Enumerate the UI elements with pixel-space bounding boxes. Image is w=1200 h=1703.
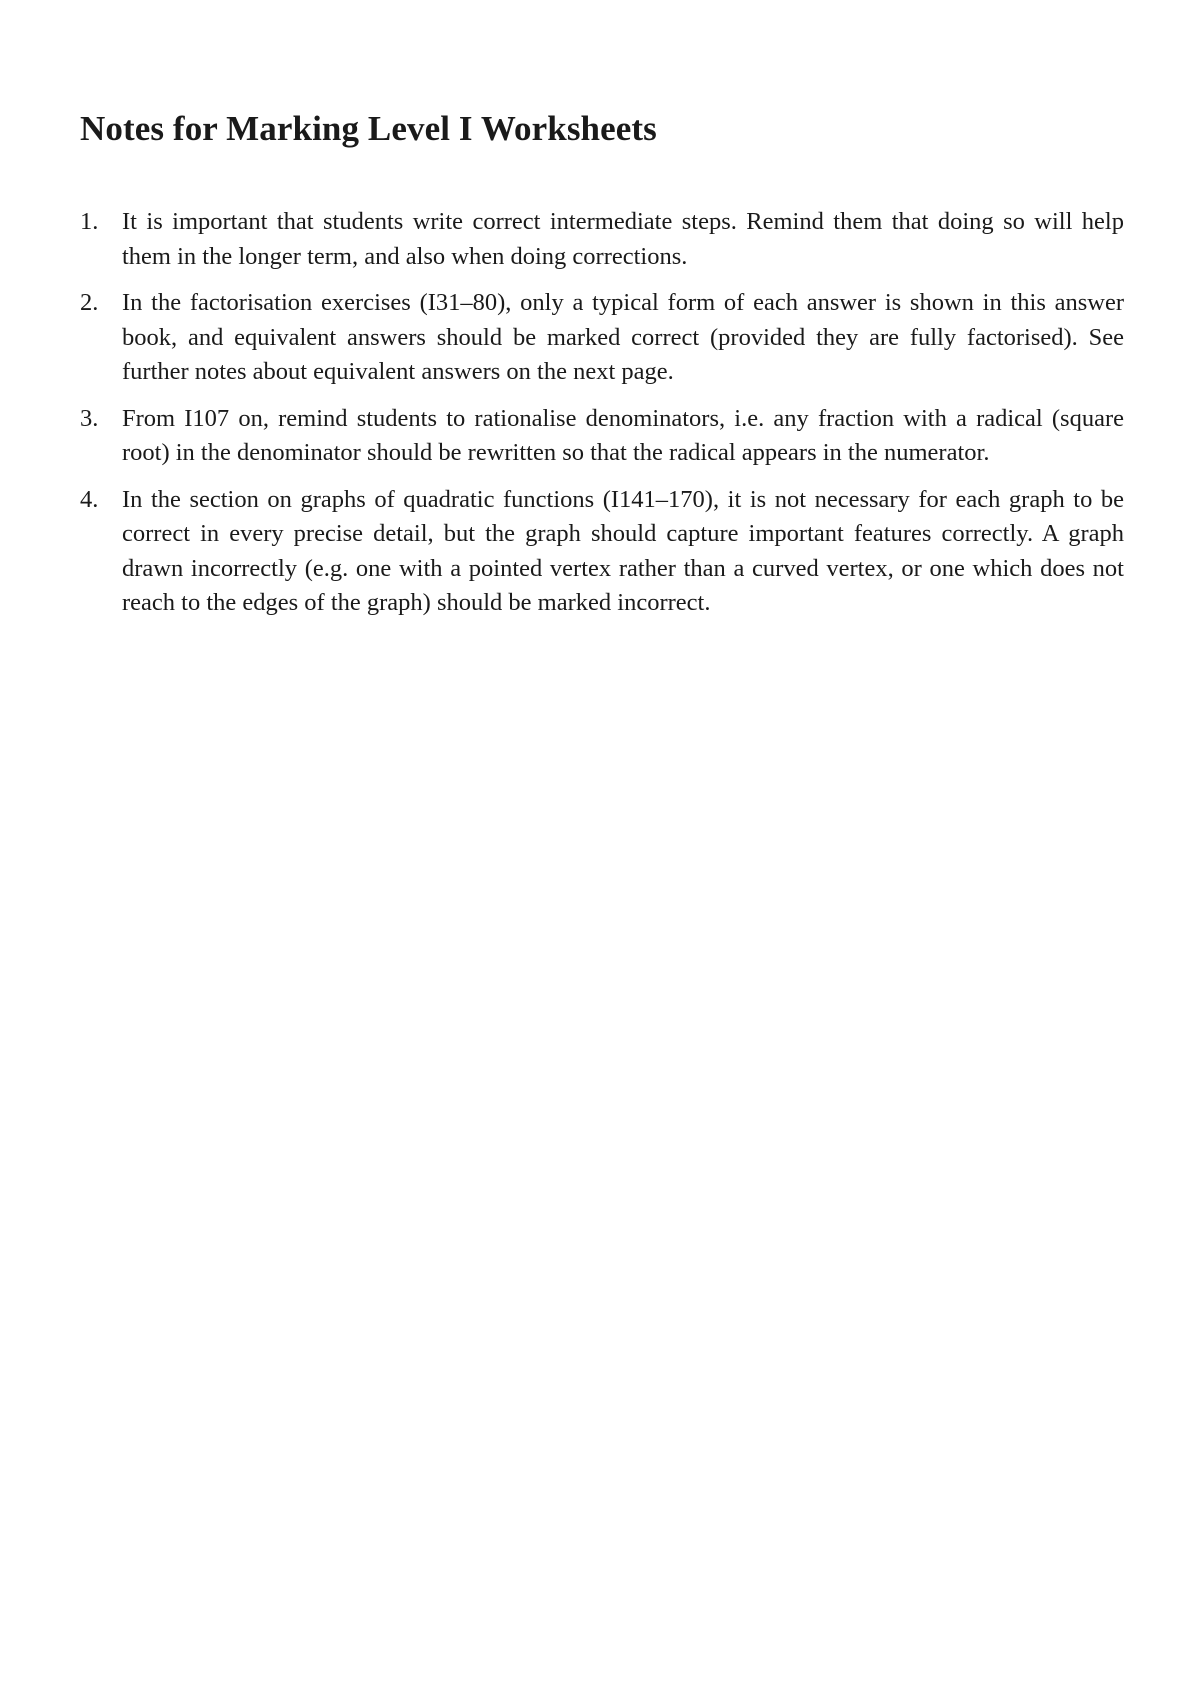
note-number: 2. <box>80 289 99 316</box>
note-text: In the section on graphs of quadratic functions (I141–170), it is not necessary for each graph to be correct in every precise detail, but the graph should capture important features correctly. A graph drawn incorrectly (e.g. one with a pointed vertex rather than a curved vertex, or one which does not reach to the edges of the graph) should be marked incorrect. <box>122 485 1124 616</box>
note-text: It is important that students write correct intermediate steps. Remind them that doing so will help them in the longer term, and also when doing corrections. <box>122 208 1124 270</box>
page-title: Notes for Marking Level I Worksheets <box>80 109 657 148</box>
note-item-2 <box>80 286 1124 390</box>
note-number: 4. <box>80 485 99 513</box>
note-item-3 <box>80 402 1124 471</box>
note-item-4 <box>80 483 1124 621</box>
note-text: In the factorisation exercises (I31–80), only a typical form of each answer is shown in this answer book, and equivalent answers should be marked correct (provided they are fully factorised). See further notes about equivalent answers on the next page. <box>122 289 1124 385</box>
note-number: 1. <box>80 208 99 235</box>
note-item-1 <box>80 205 1124 274</box>
note-text: From I107 on, remind students to rationalise denominators, i.e. any fraction with a radical (square root) in the denominator should be rewritten so that the radical appears in the numerator. <box>122 404 1124 466</box>
notes-list <box>80 205 1124 633</box>
note-number: 3. <box>80 404 99 432</box>
